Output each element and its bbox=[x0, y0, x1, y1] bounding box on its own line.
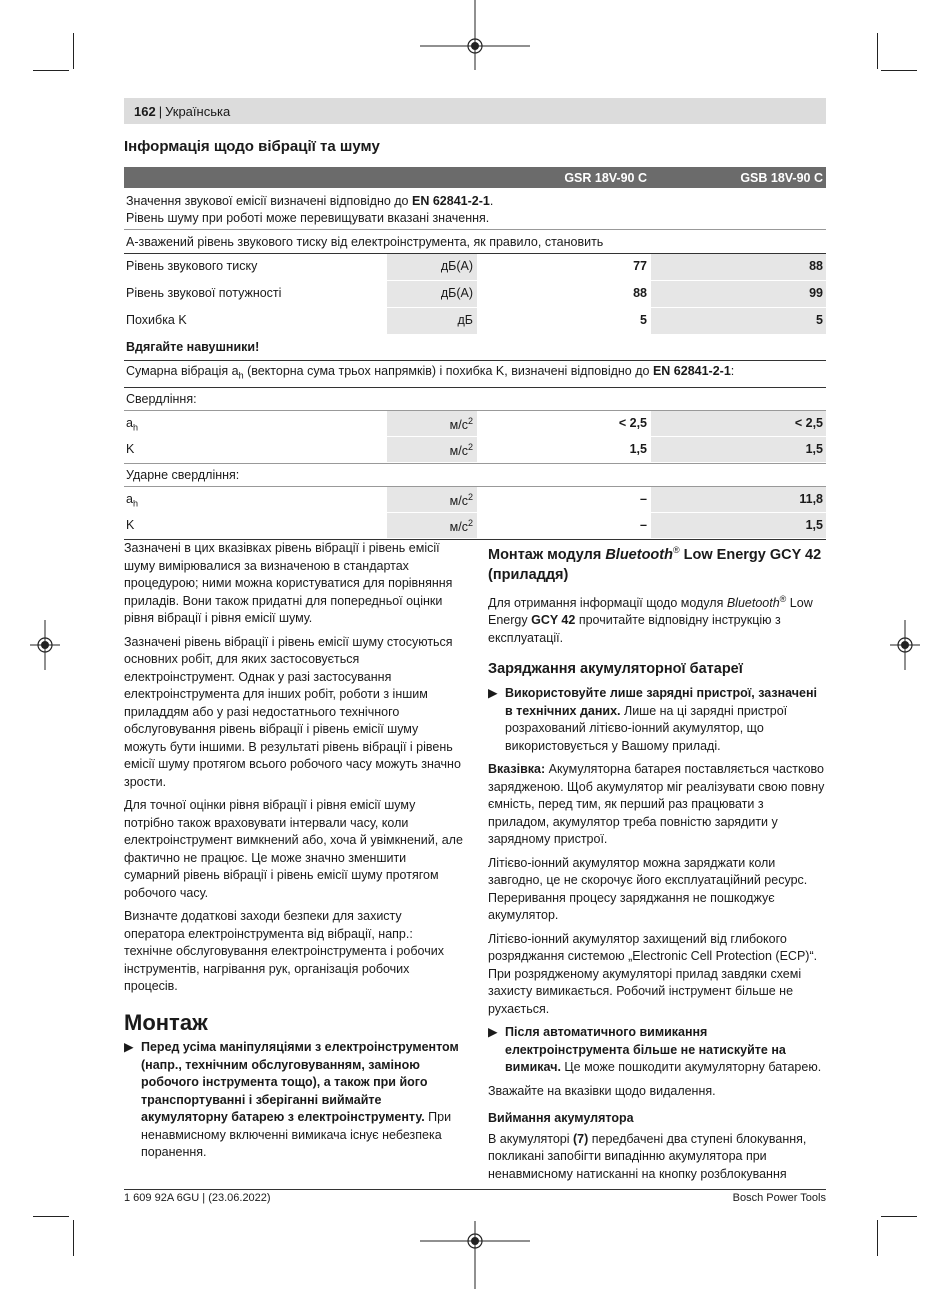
table-row bbox=[124, 487, 826, 513]
registration-mark-top bbox=[420, 0, 530, 80]
left-column bbox=[124, 540, 464, 1168]
battery-removal-paragraph: В акумуляторі (7) передбачені два ступені блокування, покликані запобігти випадінню акумулятора при ненавмисному натисканні на кнопку розблокування bbox=[488, 1131, 807, 1181]
row-unit: дБ bbox=[457, 313, 473, 327]
crop-mark bbox=[877, 1220, 878, 1256]
auto-off-warning: ▶ Після автоматичного вимикання електроінструмента більше не натискуйте на вимикач. Це може пошкодити акумуляторну батарею. bbox=[488, 1025, 822, 1075]
row-label: K bbox=[126, 517, 135, 532]
a-weighted-note: А-зважений рівень звукового тиску від електроінструмента, як правило, становить bbox=[124, 230, 826, 254]
value2-cell-shade bbox=[651, 437, 826, 462]
crop-mark bbox=[881, 1216, 917, 1217]
row-label: Рівень звукової потужності bbox=[126, 286, 282, 300]
row-value-model1: < 2,5 bbox=[618, 415, 647, 430]
bluetooth-paragraph: Для отримання інформації щодо модуля Bluetooth® Low Energy GCY 42 прочитайте відповідну інструкцію з експлуатації. bbox=[488, 593, 813, 645]
table-row bbox=[124, 308, 826, 335]
removal-hint: Зважайте на вказівки щодо видалення. bbox=[488, 1083, 716, 1098]
montage-title: Монтаж bbox=[124, 1009, 208, 1035]
row-label: Похибка K bbox=[126, 313, 187, 327]
table-row bbox=[124, 411, 826, 437]
page-header: 162 | Українська bbox=[134, 104, 231, 119]
page-number: 162 bbox=[134, 104, 156, 119]
row-value-model2: 99 bbox=[809, 286, 823, 300]
row-value-model1: 1,5 bbox=[629, 441, 647, 456]
page-language: Українська bbox=[165, 104, 231, 119]
row-label: K bbox=[126, 441, 135, 456]
value2-cell-shade bbox=[651, 254, 826, 280]
value2-cell-shade bbox=[651, 513, 826, 538]
value2-cell-shade bbox=[651, 281, 826, 307]
row-label: $a_h$ bbox=[126, 415, 138, 432]
charge-any-paragraph: Літієво-іонний акумулятор можна заряджати коли завгодно, це не скорочує його експлуатаційний ресурс. Переривання процесу заряджання не пошкоджує акумулятор. bbox=[488, 855, 808, 923]
body-paragraph: Зазначені рівень вібрації і рівень емісії шуму стосуються основних робіт, для яких застосовується електроінструмент. Однак у разі застосування електроінструмента для інших робіт, роботи з іншим приладдям або у разі недостатнього технічного обслуговування рівень вібрації і рівень емісії шуму можуть бути іншими. В результаті рівень вібрації і рівень емісії шуму протягом всього робочого часу можуть значно зрости. bbox=[124, 634, 461, 789]
row-unit: дБ(А) bbox=[440, 259, 473, 273]
footer-divider bbox=[124, 1189, 826, 1190]
row-value-model2: 88 bbox=[809, 259, 823, 273]
row-value-model2: 1,5 bbox=[805, 517, 823, 532]
crop-mark bbox=[33, 1216, 69, 1217]
table-row bbox=[124, 437, 826, 463]
charging-title: Заряджання акумуляторної батареї bbox=[488, 661, 743, 678]
row-label: $a_h$ bbox=[126, 491, 138, 508]
footer-doc-number: 1 609 92A 6GU | (23.06.2022) bbox=[124, 1192, 271, 1204]
value2-cell-shade bbox=[651, 308, 826, 334]
body-paragraph: Зазначені в цих вказівках рівень вібрації і рівень емісії шуму вимірювалися за визначеною в стандартах процедурою; ними можна користуватися для порівняння приладів. Вони також придатні для попередньої оцінки рівня вібрації і рівня емісії шуму. bbox=[124, 541, 453, 625]
montage-warning: ▶ Перед усіма маніпуляціями з електроінструментом (напр., технічним обслуговуванням, заміною робочого інструмента тощо), а також при його транспортуванні і зберіганні виймайте акумуляторну батарею з електроінструменту. При ненавмисному включенні вимикача існує небезпека поранення. bbox=[124, 1040, 459, 1159]
row-value-model1: 77 bbox=[633, 259, 647, 273]
vibration-note: Сумарна вібрація $a_h$ (векторна сума трьох напрямків) і похибка K, визначені відповідно до EN 62841-2-1: bbox=[124, 360, 826, 388]
ear-warning-row bbox=[124, 335, 826, 360]
crop-mark bbox=[881, 70, 917, 71]
crop-mark bbox=[73, 1220, 74, 1256]
row-value-model2: 1,5 bbox=[805, 441, 823, 456]
registration-mark-bottom bbox=[420, 1216, 530, 1289]
table-row bbox=[124, 254, 826, 281]
registration-mark-right bbox=[890, 620, 920, 670]
ear-warning: Вдягайте навушники! bbox=[126, 340, 260, 354]
drilling-title: Свердління: bbox=[124, 388, 826, 411]
column-header-model1: GSR 18V-90 C bbox=[564, 171, 647, 185]
charging-note: Вказівка: Акумуляторна батарея поставляється частково зарядженою. Щоб акумулятор міг реалізувати свою повну ємність, перед тим, як перший раз працювати з приладом, акумулятор треба повністю зарядити у зарядному пристрої. bbox=[488, 762, 825, 847]
row-value-model1: 88 bbox=[633, 286, 647, 300]
footer-brand: Bosch Power Tools bbox=[732, 1192, 826, 1204]
crop-mark bbox=[877, 33, 878, 69]
row-unit: $м/с^2$ bbox=[449, 517, 473, 534]
row-value-model1: – bbox=[640, 491, 647, 506]
crop-mark bbox=[73, 33, 74, 69]
arrow-bullet-icon: ▶ bbox=[124, 1040, 134, 1054]
crop-mark bbox=[33, 70, 69, 71]
bluetooth-title: Монтаж модуля Bluetooth® Low Energy GCY 42 (приладдя) bbox=[488, 545, 822, 583]
row-value-model2: 11,8 bbox=[799, 491, 823, 506]
row-value-model1: 5 bbox=[640, 313, 647, 327]
row-value-model1: – bbox=[640, 517, 647, 532]
body-paragraph: Визначте додаткові заходи безпеки для захисту оператора електроінструмента від вібрації, напр.: технічне обслуговування електроінструмента і робочих інструментів, нагрівання рук, організація робочих процесів. bbox=[124, 909, 444, 993]
registration-mark-left bbox=[30, 620, 60, 670]
impact-drilling-title: Ударне свердління: bbox=[124, 463, 826, 487]
emission-note-2: Рівень шуму при роботі може перевищувати вказані значення. bbox=[126, 211, 490, 225]
right-column bbox=[488, 540, 828, 1189]
table-header bbox=[124, 167, 826, 188]
emission-note: Значення звукової емісії визначені відповідно до EN 62841-2-1. Рівень шуму при роботі може перевищувати вказані значення. bbox=[124, 188, 826, 230]
column-header-model2: GSB 18V-90 C bbox=[740, 171, 823, 185]
row-unit: $м/с^2$ bbox=[449, 441, 473, 458]
row-unit: дБ(А) bbox=[440, 286, 473, 300]
row-value-model2: < 2,5 bbox=[794, 415, 823, 430]
arrow-bullet-icon: ▶ bbox=[488, 1025, 498, 1040]
body-paragraph: Для точної оцінки рівня вібрації і рівня емісії шуму потрібно також враховувати інтервали часу, коли електроінструмент вимкнений або, хоча й увімкнений, але фактично не працює. Це може значно зменшити сумарний рівень вібрації і рівень емісії шуму протягом робочого часу. bbox=[124, 798, 463, 900]
charging-warning: ▶ Використовуйте лише зарядні пристрої, зазначені в технічних даних. Лише на ці зарядні пристрої розрахований літієво-іонний акумулятор, що використовується у Вашому приладі. bbox=[488, 686, 817, 753]
row-unit: $м/с^2$ bbox=[449, 491, 473, 508]
section-title: Інформація щодо вібрації та шуму bbox=[124, 138, 380, 155]
arrow-bullet-icon: ▶ bbox=[488, 686, 498, 701]
table-row bbox=[124, 281, 826, 308]
noise-vibration-table bbox=[124, 167, 826, 540]
table-row bbox=[124, 513, 826, 539]
row-label: Рівень звукового тиску bbox=[126, 259, 258, 273]
row-value-model2: 5 bbox=[816, 313, 823, 327]
ecp-paragraph: Літієво-іонний акумулятор захищений від глибокого розряджання системою „Electronic Cell Protection (ECP)“. При розрядженому акумуляторі прилад завдяки схемі захисту вимикається. Робочий інструмент більше не рухається. bbox=[488, 931, 818, 1016]
battery-removal-title: Виймання акумулятора bbox=[488, 1111, 634, 1126]
row-unit: $м/с^2$ bbox=[449, 415, 473, 432]
